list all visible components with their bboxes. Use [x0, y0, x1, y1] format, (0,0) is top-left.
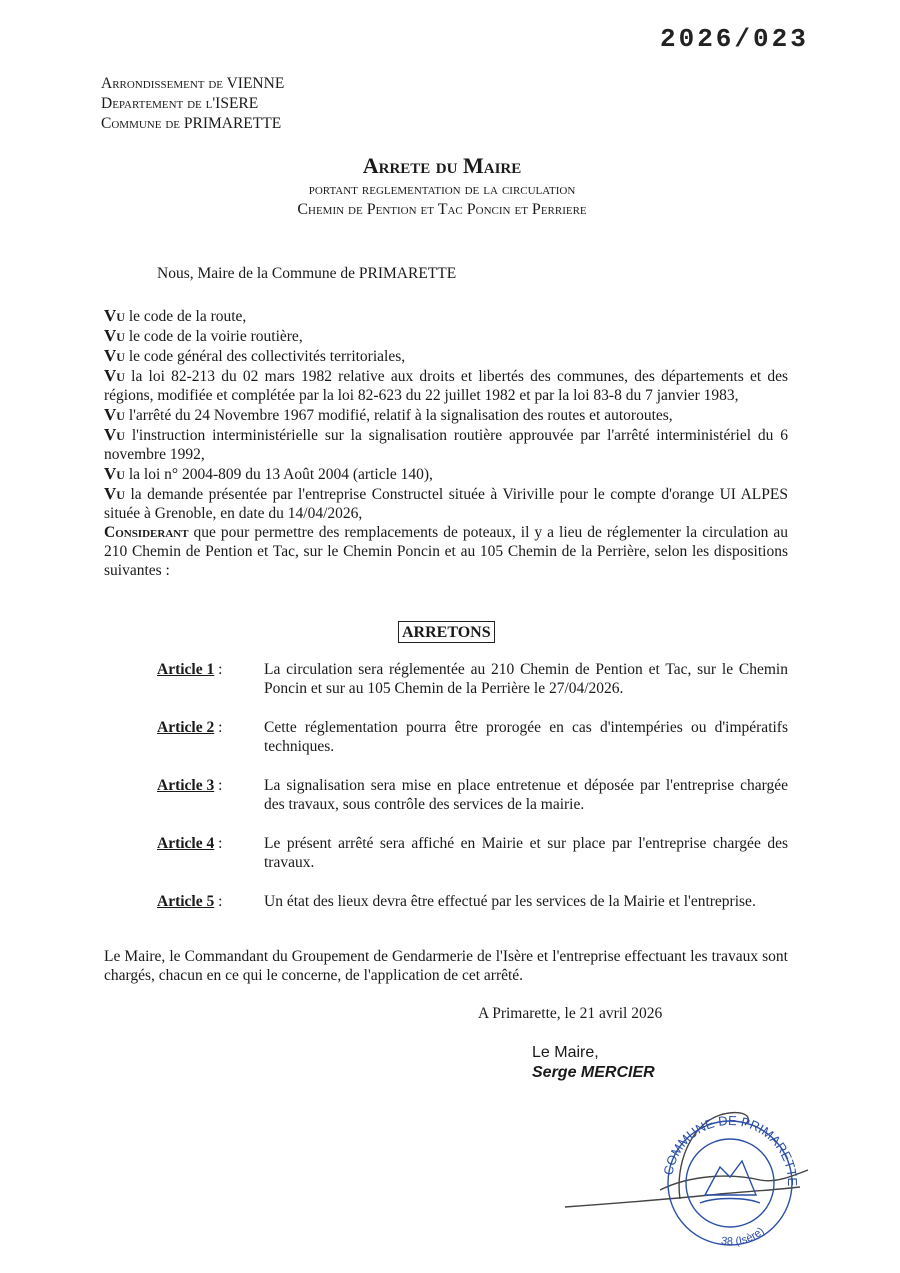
considerant-paragraph: [104, 523, 788, 580]
place-and-date: A Primarette, le 21 avril 2026: [478, 1005, 663, 1022]
stamp-graphic: [560, 1095, 820, 1255]
article-5: [157, 892, 788, 911]
article-label: [157, 718, 257, 737]
header-departement: Departement de l'ISERE: [101, 95, 259, 112]
article-separator: :: [214, 835, 223, 852]
vu-item: [104, 425, 788, 464]
vu-label: Vu: [104, 366, 125, 385]
vu-label: Vu: [104, 484, 125, 503]
article-2: [157, 718, 788, 756]
stamp-emblem: [700, 1199, 760, 1204]
vu-text: l'arrêté du 24 Novembre 1967 modifié, relatif à la signalisation des routes et autoroutes,: [124, 407, 673, 424]
article-separator: :: [214, 777, 223, 794]
stamp-top-text: COMMUNE DE PRIMARETTE: [660, 1112, 801, 1187]
vu-item: [104, 464, 788, 484]
vu-item: [104, 306, 788, 326]
considerant-label: Considerant: [104, 524, 189, 541]
article-separator: :: [214, 661, 223, 678]
article-label: [157, 776, 257, 795]
header-commune: Commune de PRIMARETTE: [101, 115, 282, 132]
title-block: [0, 152, 884, 220]
article-separator: :: [214, 719, 223, 736]
vu-text: la loi n° 2004-809 du 13 Août 2004 (article 140),: [124, 466, 433, 483]
vu-item: [104, 346, 788, 366]
article-label: [157, 892, 257, 911]
article-text: Un état des lieux devra être effectué par les services de la Mairie et l'entreprise.: [264, 893, 756, 910]
document-subtitle-1: portant reglementation de la circulation: [308, 181, 576, 198]
intro-line: Nous, Maire de la Commune de PRIMARETTE: [157, 265, 457, 282]
preamble: [104, 306, 788, 580]
signature-stroke: [565, 1187, 800, 1207]
considerant-text: que pour permettre des remplacements de poteaux, il y a lieu de réglementer la circulation au 210 Chemin de Pention et Tac, sur le Chemin Poncin et au 105 Chemin de la Perrière, selon les dispositions suivantes :: [104, 524, 788, 579]
closing-paragraph: Le Maire, le Commandant du Groupement de Gendarmerie de l'Isère et l'entreprise effectuant les travaux sont chargés, chacun en ce qui le concerne, de l'application de cet arrêté.: [104, 948, 788, 984]
vu-text: le code de la route,: [124, 308, 247, 325]
vu-label: Vu: [104, 306, 125, 325]
vu-text: l'instruction interministérielle sur la signalisation routière approuvée par l'arrêté interministériel du 6 novembre 1992,: [104, 427, 788, 463]
article-4: [157, 834, 788, 872]
article-number: Article 2: [157, 719, 215, 736]
administrative-header: [101, 74, 284, 134]
article-text: Le présent arrêté sera affiché en Mairie et sur place par l'entreprise chargée des travaux.: [264, 835, 788, 871]
stamp-bottom-text: 38 (Isère): [720, 1225, 767, 1248]
vu-label: Vu: [104, 464, 125, 483]
reference-number: 2026/023: [660, 24, 809, 54]
article-3: [157, 776, 788, 814]
article-separator: :: [214, 893, 223, 910]
vu-item: [104, 326, 788, 346]
document-subtitle-2: Chemin de Pention et Tac Poncin et Perriere: [297, 201, 587, 218]
article-text: Cette réglementation pourra être prorogée en cas d'intempéries ou d'impératifs techniques.: [264, 719, 788, 755]
vu-item: [104, 366, 788, 405]
stamp-inner-ring: [686, 1139, 774, 1227]
article-number: Article 5: [157, 893, 215, 910]
article-number: Article 1: [157, 661, 215, 678]
vu-label: Vu: [104, 346, 125, 365]
vu-label: Vu: [104, 425, 125, 444]
article-label: [157, 834, 257, 853]
signatory-name: Serge MERCIER: [532, 1064, 655, 1081]
vu-text: la loi 82-213 du 02 mars 1982 relative aux droits et libertés des communes, des départements et des régions, modifiée et complétée par la loi 82-623 du 22 juillet 1982 et par la loi 83-8 du 7 janvier 1983,: [104, 368, 788, 404]
article-number: Article 3: [157, 777, 215, 794]
vu-label: Vu: [104, 405, 125, 424]
article-1: [157, 660, 788, 698]
vu-text: la demande présentée par l'entreprise Constructel située à Viriville pour le compte d'orange UI ALPES située à Grenoble, en date du 14/04/2026,: [104, 486, 788, 522]
article-number: Article 4: [157, 835, 215, 852]
arretons-heading: ARRETONS: [398, 621, 495, 643]
vu-item: [104, 405, 788, 425]
vu-text: le code général des collectivités territoriales,: [124, 348, 406, 365]
stamp-emblem: [705, 1161, 756, 1195]
signatory-title: Le Maire,: [532, 1044, 599, 1061]
municipal-stamp-and-signature: [560, 1095, 820, 1255]
article-label: [157, 660, 257, 679]
article-text: La signalisation sera mise en place entretenue et déposée par l'entreprise chargée des travaux, sous contrôle des services de la mairie.: [264, 777, 788, 813]
article-text: La circulation sera réglementée au 210 Chemin de Pention et Tac, sur le Chemin Poncin et sur au 105 Chemin de la Perrière le 27/04/2026.: [264, 661, 788, 697]
vu-text: le code de la voirie routière,: [124, 328, 303, 345]
document-title: Arrete du Maire: [362, 153, 522, 178]
vu-label: Vu: [104, 326, 125, 345]
vu-item: [104, 484, 788, 523]
header-arrondissement: Arrondissement de VIENNE: [101, 75, 285, 92]
